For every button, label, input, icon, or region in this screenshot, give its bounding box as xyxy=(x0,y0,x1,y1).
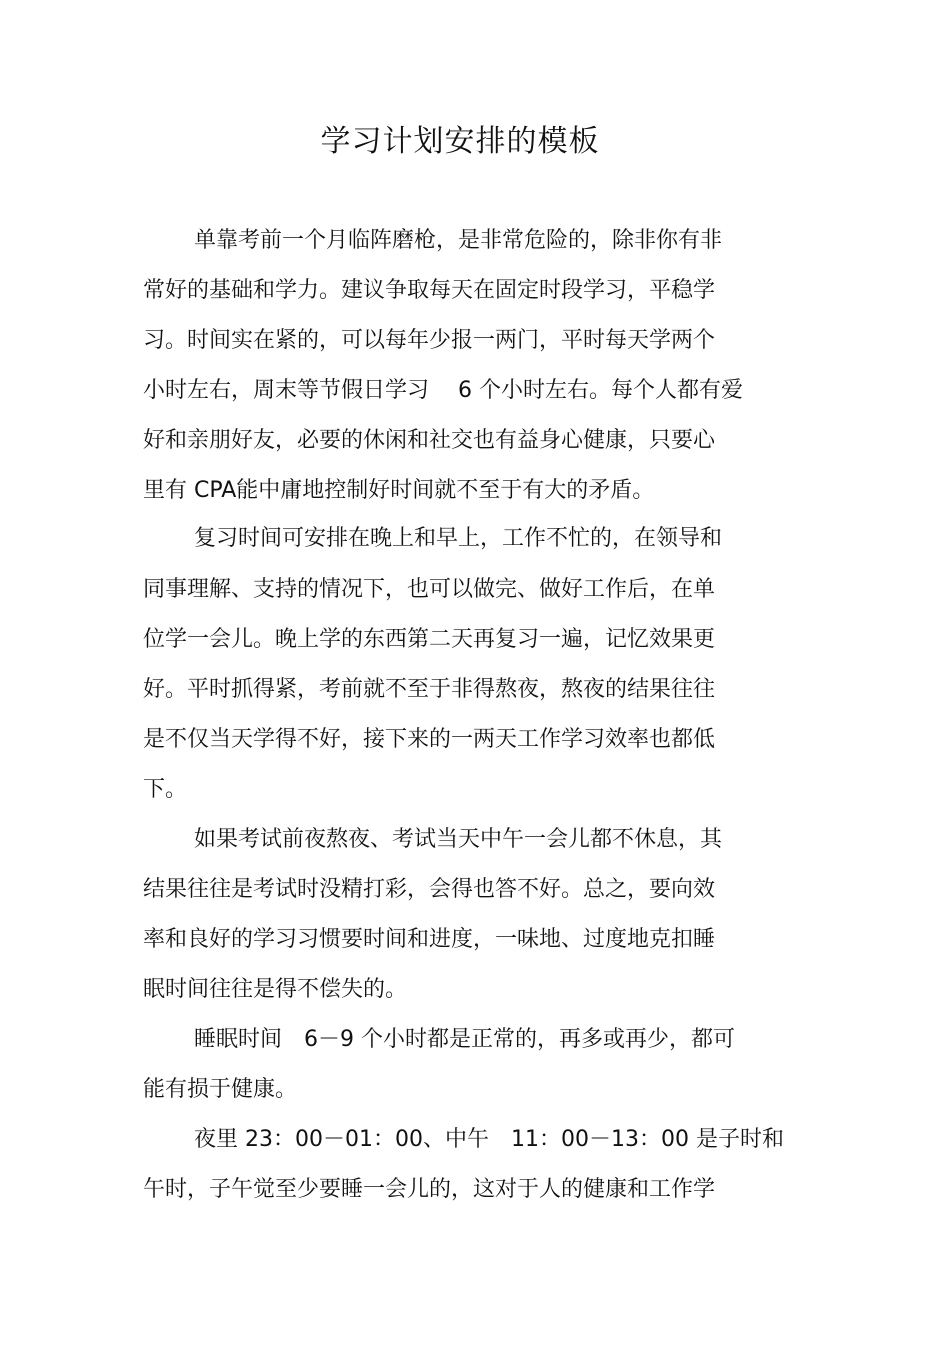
paragraph-line: 位学一会儿。晚上学的东西第二天再复习一遍，记忆效果更 xyxy=(143,627,716,652)
paragraph-line: 午时，子午觉至少要睡一会儿的，这对于人的健康和工作学 xyxy=(143,1177,716,1202)
paragraph-line: 夜里 23：00－01：00、中午 11：00－13：00 是子时和 xyxy=(194,1127,784,1152)
paragraph-line: 如果考试前夜熬夜、考试当天中午一会儿都不休息，其 xyxy=(194,827,723,852)
paragraph-line: 常好的基础和学力。建议争取每天在固定时段学习，平稳学 xyxy=(143,278,716,303)
paragraph-line: 复习时间可安排在晚上和早上，工作不忙的，在领导和 xyxy=(194,526,723,551)
paragraph-line: 小时左右，周末等节假日学习 6 个小时左右。每个人都有爱 xyxy=(143,378,743,403)
paragraph-line: 下。 xyxy=(143,777,188,802)
paragraph-line: 里有 CPA能中庸地控制好时间就不至于有大的矛盾。 xyxy=(143,478,655,503)
paragraph-line: 是不仅当天学得不好，接下来的一两天工作学习效率也都低 xyxy=(143,727,716,752)
paragraph-line: 率和良好的学习习惯要时间和进度，一味地、过度地克扣睡 xyxy=(143,927,716,952)
paragraph-line: 单靠考前一个月临阵磨枪，是非常危险的，除非你有非 xyxy=(194,228,723,253)
document-title: 学习计划安排的模板 xyxy=(320,124,600,159)
paragraph-line: 习。时间实在紧的，可以每年少报一两门，平时每天学两个 xyxy=(143,328,716,353)
paragraph-line: 结果往往是考试时没精打彩，会得也答不好。总之，要向效 xyxy=(143,877,716,902)
paragraph-line: 好。平时抓得紧，考前就不至于非得熬夜，熬夜的结果往往 xyxy=(143,677,716,702)
paragraph-line: 同事理解、支持的情况下，也可以做完、做好工作后，在单 xyxy=(143,577,716,602)
paragraph-line: 能有损于健康。 xyxy=(143,1077,298,1102)
paragraph-line: 睡眠时间 6－9 个小时都是正常的，再多或再少，都可 xyxy=(194,1027,735,1052)
paragraph-line: 眠时间往往是得不偿失的。 xyxy=(143,977,408,1002)
paragraph-line: 好和亲朋好友，必要的休闲和社交也有益身心健康，只要心 xyxy=(143,428,716,453)
